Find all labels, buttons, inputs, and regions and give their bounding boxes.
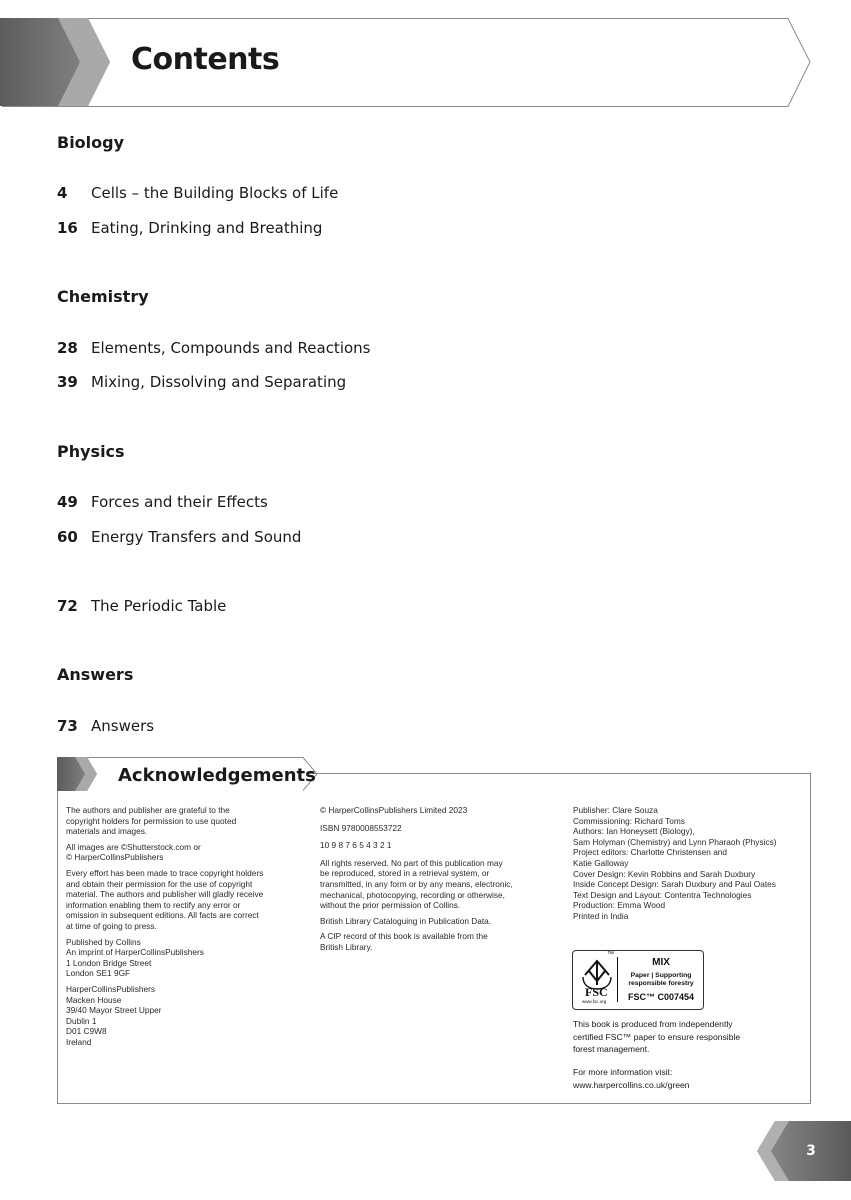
ack-line: Cover Design: Kevin Robbins and Sarah Duxbury [573, 868, 756, 879]
ack-line: copyright holders for permission to use quoted [66, 815, 237, 826]
fsc-logo [572, 950, 704, 1010]
ack-line: Inside Concept Design: Sarah Duxbury and Paul Oates [573, 879, 776, 890]
ack-line: mechanical, photocopying, recording or otherwise, [320, 889, 505, 900]
toc-title: Eating, Drinking and Breathing [91, 219, 323, 237]
ack-paragraph [320, 858, 560, 911]
ack-line: Sam Holyman (Chemistry) and Lynn Pharaoh (Physics) [573, 836, 777, 847]
section-heading-biology: Biology [57, 133, 125, 152]
ack-line: Commissioning: Richard Toms [573, 815, 685, 826]
toc-page-number: 4 [57, 184, 68, 202]
fsc-line2: responsible forestry [628, 980, 694, 987]
ack-paragraph [66, 868, 306, 932]
ack-line: and obtain their permission for the use of copyright [66, 878, 253, 889]
fsc-note [573, 1018, 740, 1056]
fsc-note-line: forest management. [573, 1044, 650, 1054]
toc-page-number: 16 [57, 219, 78, 237]
ack-paragraph [320, 931, 560, 952]
ack-line: without the prior permission of Collins. [320, 900, 461, 911]
ack-paragraph [573, 805, 809, 922]
ack-line: All images are ©Shutterstock.com or [66, 841, 201, 852]
ack-line: Macken House [66, 994, 122, 1005]
toc-title: Energy Transfers and Sound [91, 528, 302, 546]
ack-line: The authors and publisher are grateful to the [66, 805, 230, 815]
toc-entry[interactable] [57, 597, 226, 615]
ack-paragraph [320, 823, 560, 834]
ack-line: 10 9 8 7 6 5 4 3 2 1 [320, 840, 392, 851]
toc-entry[interactable] [57, 717, 154, 735]
fsc-note-line: certified FSC™ paper to ensure responsible [573, 1031, 741, 1042]
ack-line: omission in subsequent editions. All facts are correct [66, 910, 259, 921]
toc-entry[interactable] [57, 528, 301, 546]
ack-line: Printed in India [573, 910, 629, 921]
ack-line: Ireland [66, 1036, 92, 1047]
ack-line: 1 London Bridge Street [66, 957, 152, 968]
more-info-line: For more information visit: [573, 1067, 673, 1077]
fsc-line1: Paper | Supporting [630, 972, 692, 979]
toc-entry[interactable] [57, 219, 322, 237]
page-number: 3 [806, 1143, 816, 1159]
ack-line: Every effort has been made to trace copyright holders [66, 867, 264, 878]
page-title: Contents [131, 42, 280, 77]
ack-line: ISBN 9780008553722 [320, 822, 402, 833]
ack-line: material. The authors and publisher will gladly receive [66, 889, 264, 900]
ack-line: Project editors: Charlotte Christensen and [573, 847, 728, 858]
ack-line: Published by Collins [66, 936, 141, 947]
ack-paragraph [320, 916, 560, 927]
fsc-note-line: This book is produced from independently [573, 1019, 733, 1029]
section-heading-physics: Physics [57, 442, 125, 461]
ack-line: Text Design and Layout: Contentra Technologies [573, 889, 752, 900]
ack-line: be reproduced, stored in a retrieval system, or [320, 868, 490, 879]
ack-line: © HarperCollinsPublishers Limited 2023 [320, 805, 468, 815]
fsc-code: FSC™ C007454 [627, 992, 695, 1002]
ack-paragraph [320, 805, 560, 816]
section-heading-chemistry: Chemistry [57, 287, 149, 306]
ack-line: materials and images. [66, 826, 148, 837]
toc-page-number: 60 [57, 528, 78, 546]
toc-entry[interactable] [57, 493, 268, 511]
toc-page-number: 28 [57, 339, 78, 357]
ack-column-3 [573, 805, 809, 927]
toc-entry[interactable] [57, 184, 338, 202]
ack-line: An imprint of HarperCollinsPublishers [66, 947, 204, 958]
ack-line: 39/40 Mayor Street Upper [66, 1005, 162, 1016]
ack-line: D01 C9W8 [66, 1026, 107, 1037]
toc-title: The Periodic Table [91, 597, 227, 615]
fsc-tm: ™ [607, 951, 614, 958]
ack-line: A CIP record of this book is available from the [320, 931, 488, 942]
ack-line: British Library. [320, 941, 373, 952]
ack-line: transmitted, in any form or by any means, electronic, [320, 878, 513, 889]
toc-title: Forces and their Effects [91, 493, 268, 511]
section-heading-answers: Answers [57, 665, 134, 684]
ack-line: © HarperCollinsPublishers [66, 852, 164, 863]
ack-paragraph [66, 984, 306, 1048]
ack-line: Authors: Ian Honeysett (Biology), [573, 826, 695, 837]
ack-paragraph [66, 842, 306, 863]
more-info [573, 1066, 690, 1091]
ack-line: at time of going to press. [66, 920, 157, 931]
fsc-divider [617, 957, 618, 1002]
ack-column-2 [320, 805, 560, 958]
ack-line: Katie Galloway [573, 857, 629, 868]
header-banner [0, 18, 812, 110]
toc-title: Mixing, Dissolving and Separating [91, 373, 347, 391]
ack-line: information enabling them to rectify any error or [66, 899, 241, 910]
ack-line: Publisher: Clare Souza [573, 805, 658, 815]
fsc-logo-text: FSC [585, 985, 608, 999]
ack-paragraph [66, 937, 306, 979]
ack-column-1 [66, 805, 306, 1052]
toc-page-number: 72 [57, 597, 78, 615]
toc-page-number: 49 [57, 493, 78, 511]
toc-entry[interactable] [57, 339, 371, 357]
toc-title: Cells – the Building Blocks of Life [91, 184, 339, 202]
toc-title: Answers [91, 717, 155, 735]
more-info-link[interactable]: www.harpercollins.co.uk/green [573, 1079, 690, 1090]
toc-page-number: 39 [57, 373, 78, 391]
ack-line: All rights reserved. No part of this publication may [320, 857, 503, 868]
ack-paragraph [66, 805, 306, 837]
ack-line: British Library Cataloguing in Publication Data. [320, 915, 492, 926]
toc-entry[interactable] [57, 373, 346, 391]
ack-line: HarperCollinsPublishers [66, 983, 155, 994]
fsc-mix: MIX [652, 957, 670, 968]
ack-line: Dublin 1 [66, 1015, 97, 1026]
ack-line: London SE1 9GF [66, 968, 131, 979]
toc-title: Elements, Compounds and Reactions [91, 339, 371, 357]
fsc-url-small: www.fsc.org [582, 999, 607, 1004]
ack-paragraph [320, 840, 560, 851]
ack-line: Production: Emma Wood [573, 900, 666, 911]
toc-page-number: 73 [57, 717, 78, 735]
acknowledgements-title: Acknowledgements [118, 765, 316, 786]
